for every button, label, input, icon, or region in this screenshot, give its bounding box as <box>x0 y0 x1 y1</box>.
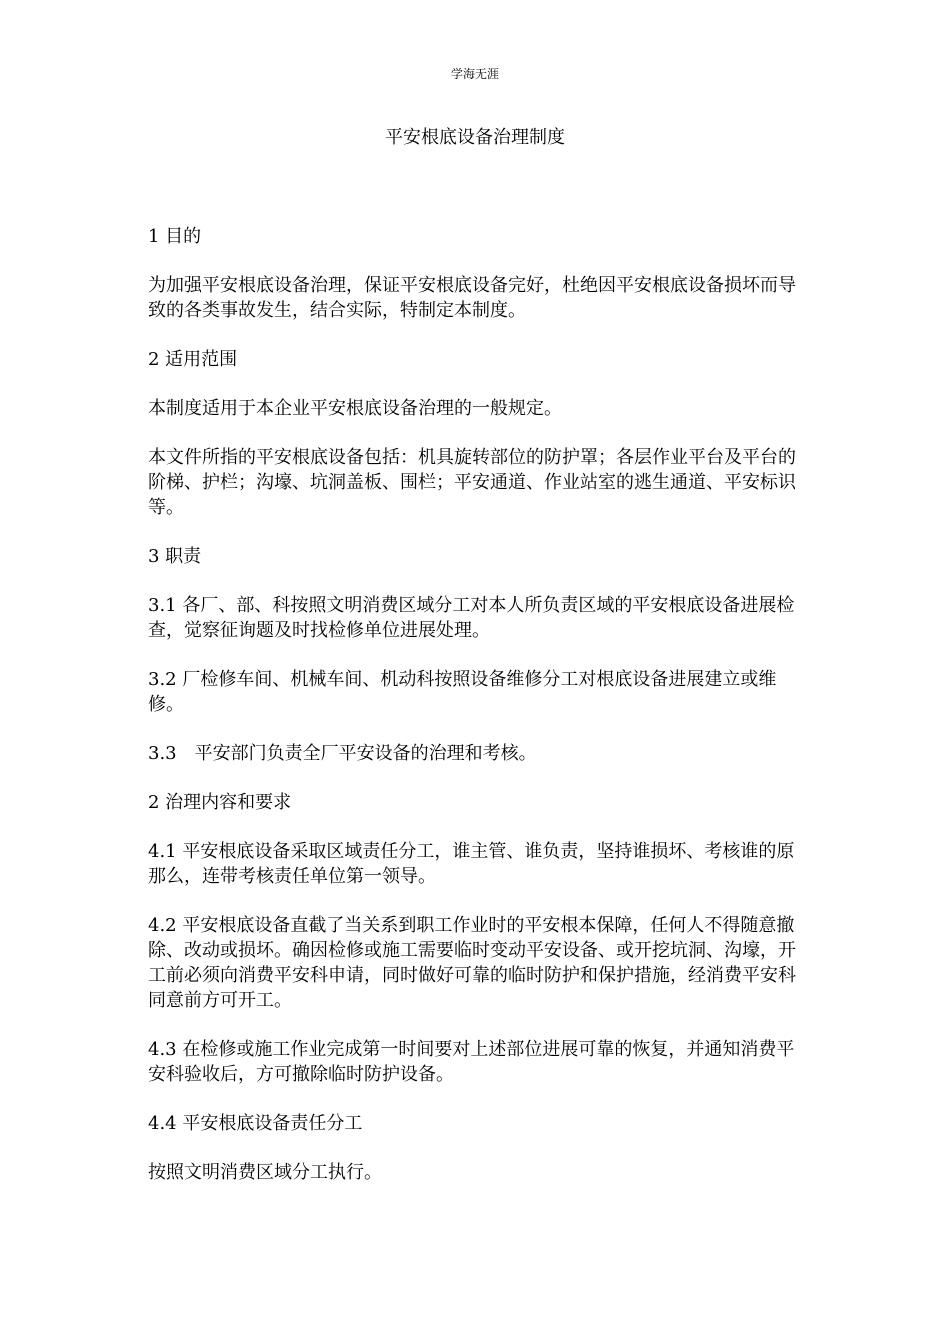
paragraph: 为加强平安根底设备治理，保证平安根底设备完好，杜绝因平安根底设备损坏而导致的各类事故发生，结合实际，特制定本制度。 <box>148 275 796 321</box>
paragraph: 按照文明消费区域分工执行。 <box>148 1162 382 1183</box>
paragraph: 3.2 厂检修车间、机械车间、机动科按照设备维修分工对根底设备进展建立或维修。 <box>148 669 777 715</box>
paragraph: 4.2 平安根底设备直截了当关系到职工作业时的平安根本保障，任何人不得随意撤除、改动或损坏。确因检修或施工需要临时变动平安设备、或开挖坑洞、沟壕，开工前必须向消费平安科申请，同时做好可靠的临时防护和保护措施，经消费平安科同意前方可开工。 <box>148 915 796 1011</box>
paragraph: 3.1 各厂、部、科按照文明消费区域分工对本人所负责区域的平安根底设备进展检查，觉察征询题及时找检修单位进展处理。 <box>148 595 795 641</box>
section-heading-purpose: 1 目的 <box>148 226 202 247</box>
paragraph: 4.3 在检修或施工作业完成第一时间要对上述部位进展可靠的恢复，并通知消费平安科验收后，方可撤除临时防护设备。 <box>148 1039 795 1085</box>
paragraph: 4.4 平安根底设备责任分工 <box>148 1113 363 1134</box>
paragraph: 3.3 平安部门负责全厂平安设备的治理和考核。 <box>148 743 537 764</box>
paragraph: 4.1 平安根底设备采取区域责任分工，谁主管、谁负责，坚持谁损坏、考核谁的原那么，连带考核责任单位第一领导。 <box>148 841 795 887</box>
document-body <box>148 224 808 1209</box>
paragraph: 本文件所指的平安根底设备包括：机具旋转部位的防护罩；各层作业平台及平台的阶梯、护栏；沟壕、坑洞盖板、围栏；平安通道、作业站室的逃生通道、平安标识等。 <box>148 447 796 518</box>
section-heading-scope: 2 适用范围 <box>148 349 238 370</box>
section-heading-duties: 3 职责 <box>148 546 202 567</box>
document-title: 平安根底设备治理制度 <box>385 127 565 148</box>
section-heading-management: 2 治理内容和要求 <box>148 792 292 813</box>
paragraph: 本制度适用于本企业平安根底设备治理的一般规定。 <box>148 398 562 419</box>
page-header: 学海无涯 <box>450 67 499 81</box>
